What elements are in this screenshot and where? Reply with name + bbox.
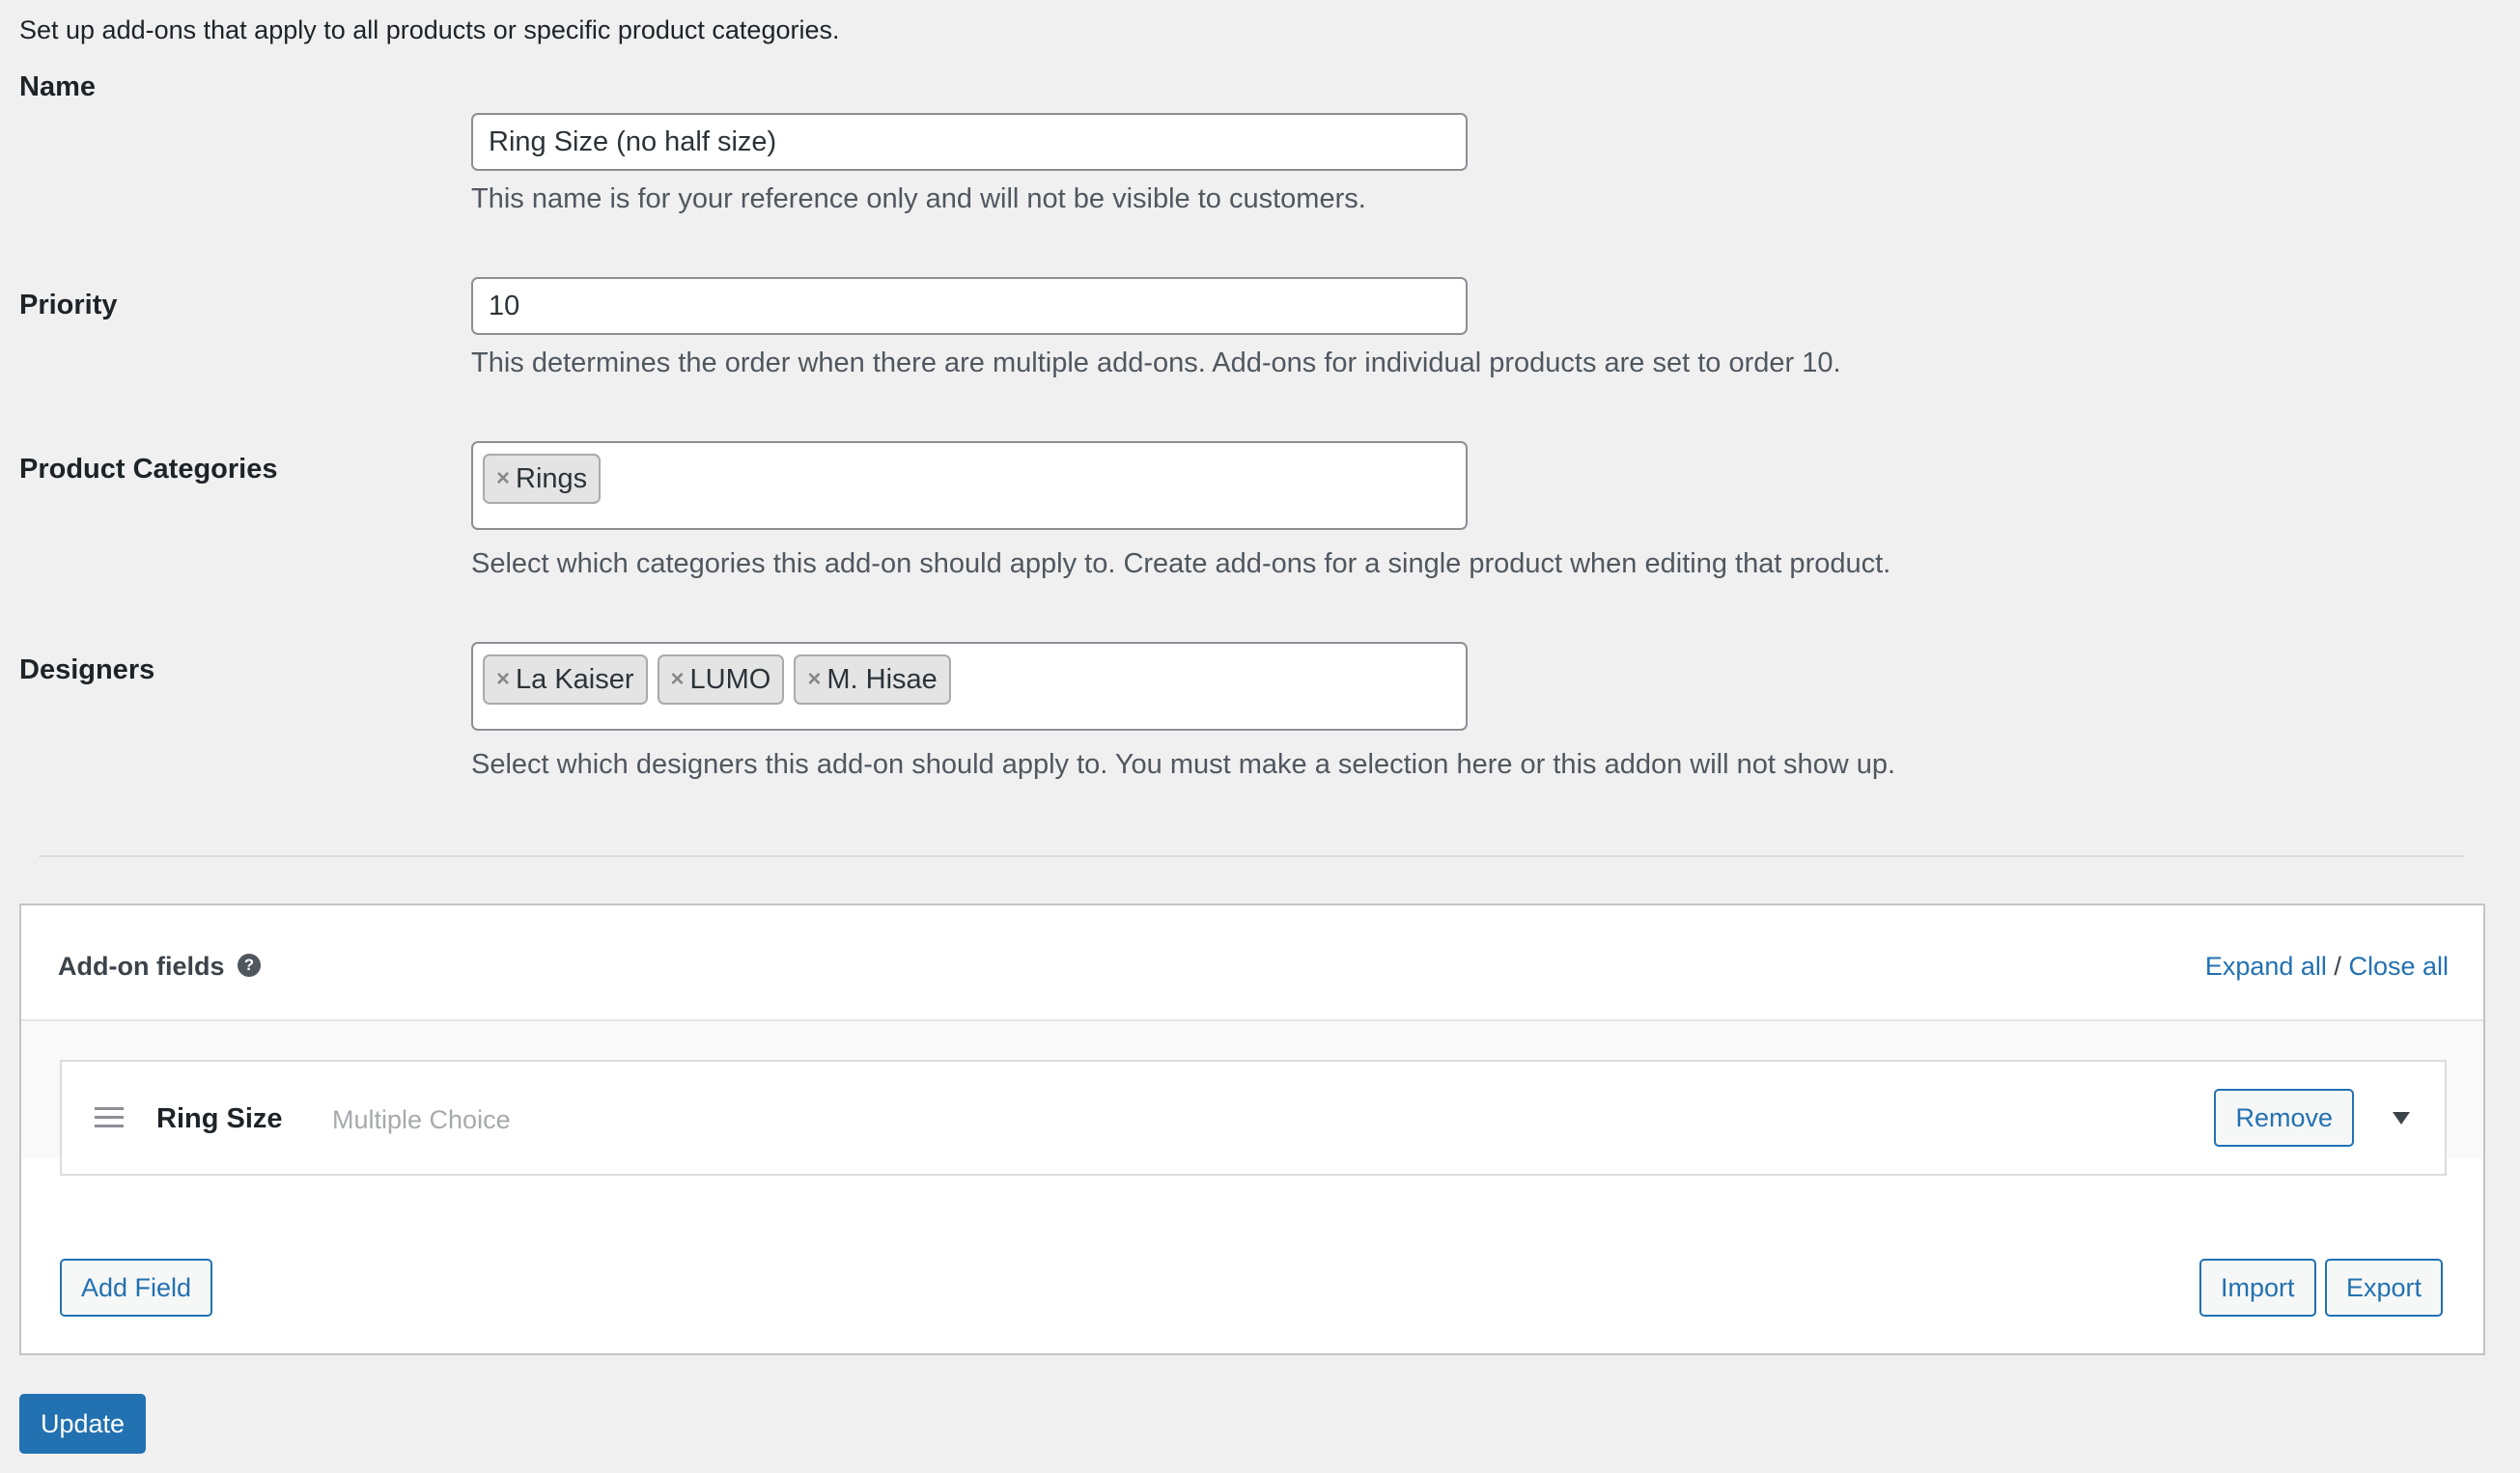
addon-fields-list: [21, 1021, 2483, 1158]
chip-label: LUMO: [689, 663, 771, 695]
import-button[interactable]: Import: [2199, 1259, 2316, 1317]
close-all-link[interactable]: Close all: [2348, 952, 2449, 981]
product-categories-select[interactable]: [471, 441, 1468, 530]
remove-chip-icon[interactable]: ×: [670, 666, 685, 692]
expand-close-links: [2205, 952, 2449, 982]
addon-fields-title: Add-on fields: [58, 952, 225, 981]
export-button[interactable]: Export: [2325, 1259, 2443, 1317]
section-divider: [39, 855, 2464, 857]
addon-field-row[interactable]: [60, 1060, 2447, 1176]
remove-chip-icon[interactable]: ×: [496, 666, 511, 692]
remove-field-button[interactable]: Remove: [2214, 1089, 2354, 1147]
product-categories-description: Select which categories this add-on should apply to. Create add-ons for a single product when editing that product.: [471, 548, 1891, 579]
designer-chip: [794, 654, 950, 705]
help-icon[interactable]: ?: [238, 954, 261, 977]
add-field-button[interactable]: Add Field: [60, 1259, 212, 1317]
addon-field-name: Ring Size: [156, 1103, 283, 1134]
name-input[interactable]: [471, 113, 1468, 171]
chip-label: M. Hisae: [826, 663, 938, 695]
addon-fields-header: [21, 905, 2483, 1021]
name-description: This name is for your reference only and will not be visible to customers.: [471, 183, 1366, 214]
expand-all-link[interactable]: Expand all: [2204, 952, 2327, 981]
designers-description: Select which designers this add-on should apply to. You must make a selection here or this addon will not show up.: [471, 749, 1896, 780]
drag-handle-icon[interactable]: [95, 1107, 124, 1130]
remove-chip-icon[interactable]: ×: [496, 465, 511, 491]
designers-label: Designers: [19, 654, 155, 685]
designer-chip: [658, 654, 785, 705]
addon-fields-panel: [19, 903, 2485, 1355]
designer-chip: [483, 654, 648, 705]
priority-description: This determines the order when there are multiple add-ons. Add-ons for individual products are set to order 10.: [471, 347, 1841, 378]
chip-label: Rings: [516, 462, 588, 494]
designers-select[interactable]: [471, 642, 1468, 731]
chip-label: La Kaiser: [516, 663, 634, 695]
links-separator: /: [2334, 952, 2341, 981]
name-label: Name: [19, 71, 96, 102]
category-chip: [483, 454, 601, 504]
priority-label: Priority: [19, 290, 118, 320]
chevron-down-icon[interactable]: [2393, 1112, 2410, 1125]
priority-input[interactable]: [471, 277, 1468, 335]
page-intro: Set up add-ons that apply to all products or specific product categories.: [19, 15, 840, 44]
addon-field-type: Multiple Choice: [332, 1105, 511, 1134]
update-button[interactable]: Update: [19, 1394, 146, 1454]
remove-chip-icon[interactable]: ×: [807, 666, 822, 692]
product-categories-label: Product Categories: [19, 454, 278, 485]
